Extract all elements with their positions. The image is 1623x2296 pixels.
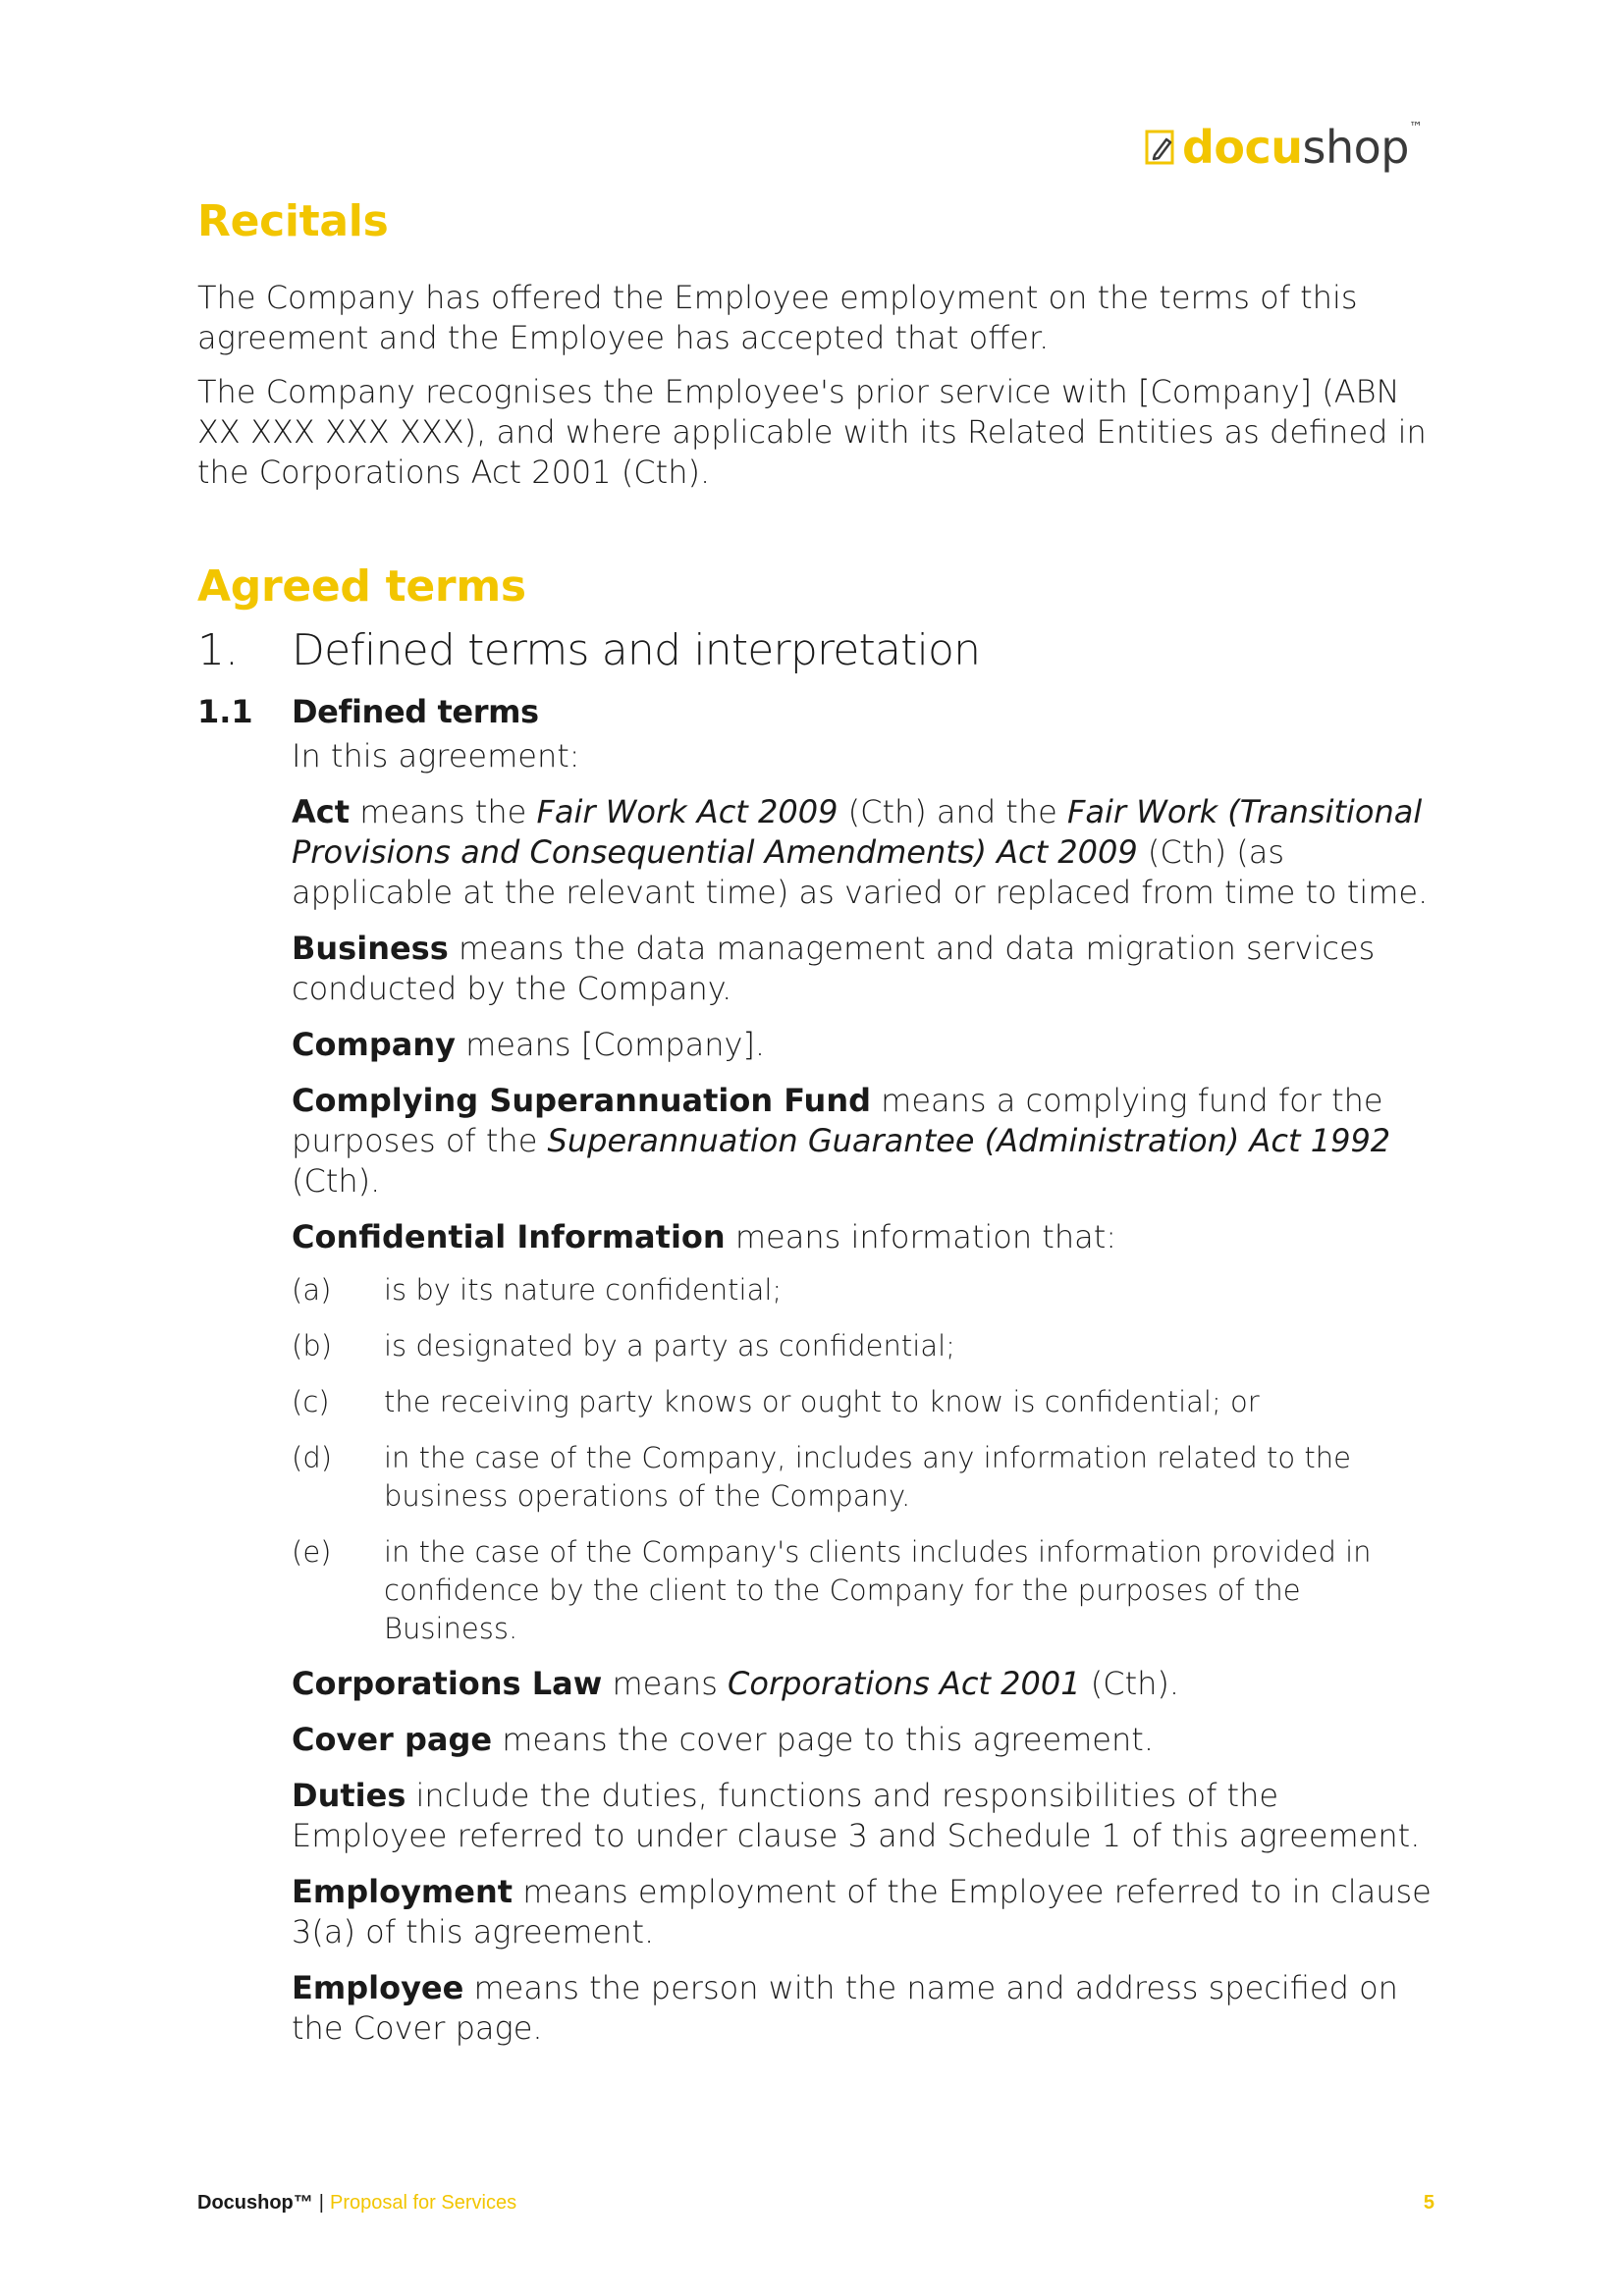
- definition-text: means a complying fund for the purposes of the: [292, 1081, 1383, 1159]
- page-footer: [197, 2192, 1434, 2215]
- definition-company: [292, 1025, 1440, 1065]
- definition-text: means information that:: [725, 1217, 1117, 1255]
- definition-employment: [292, 1872, 1440, 1952]
- definition-cover-page: [292, 1720, 1440, 1760]
- clause-1-1-heading: [197, 693, 1444, 730]
- term-employment: Employment: [292, 1872, 514, 1910]
- definition-text: means the cover page to this agreement.: [492, 1720, 1154, 1758]
- definition-text: (Cth) and the: [838, 792, 1067, 830]
- term-business: Business: [292, 929, 449, 967]
- recitals-heading: Recitals: [197, 196, 389, 246]
- clause-1-number: 1.: [197, 624, 239, 675]
- definition-act: [292, 792, 1440, 913]
- list-item-text: is by its nature confidential;: [384, 1272, 783, 1307]
- recital-paragraph-1: The Company has offered the Employee employment on the terms of this agreement and the Employee has accepted that offer.: [197, 278, 1358, 356]
- definition-employee: [292, 1968, 1440, 2049]
- list-item: [292, 1383, 1440, 1421]
- definition-text: include the duties, functions and responsibilities of the Employee referred to under clause 3 and Schedule 1 of this agreement.: [292, 1776, 1421, 1854]
- term-duties: Duties: [292, 1776, 406, 1814]
- statute-title: Fair Work Act 2009: [536, 792, 839, 830]
- list-item-label: (c): [292, 1384, 330, 1418]
- list-item-text: in the case of the Company, includes any information related to the business operations of the Company.: [384, 1440, 1351, 1513]
- list-item-label: (a): [292, 1272, 332, 1307]
- term-complying-superannuation-fund: Complying Superannuation Fund: [292, 1081, 871, 1119]
- statute-title: Corporations Act 2001: [728, 1664, 1081, 1702]
- term-confidential-information: Confidential Information: [292, 1217, 726, 1255]
- list-item: [292, 1439, 1440, 1516]
- clause-1-1-title: Defined terms: [292, 692, 539, 730]
- footer-brand: Docushop™: [197, 2192, 313, 2214]
- clause-1-heading: [197, 625, 1444, 675]
- logo-wordmark: docushop™: [1182, 120, 1423, 174]
- list-item: [292, 1271, 1440, 1309]
- definition-text: means [Company].: [455, 1025, 766, 1063]
- main-content: [197, 196, 1444, 2049]
- statute-title: Superannuation Guarantee (Administration) Act 1992: [547, 1121, 1391, 1159]
- term-employee: Employee: [292, 1968, 464, 2006]
- footer-subtitle: Proposal for Services: [329, 2192, 517, 2214]
- definitions-intro: In this agreement:: [292, 736, 580, 774]
- definition-duties: [292, 1776, 1440, 1856]
- docushop-logo: [1145, 118, 1423, 177]
- definition-business: [292, 929, 1440, 1009]
- agreed-terms-heading: Agreed terms: [197, 561, 526, 612]
- footer-separator: |: [318, 2192, 324, 2214]
- definition-complying-superannuation-fund: [292, 1081, 1440, 1201]
- definition-text: (Cth).: [292, 1161, 381, 1200]
- list-item-text: is designated by a party as confidential;: [384, 1328, 955, 1362]
- clause-1-1-number: 1.1: [197, 692, 253, 730]
- term-company: Company: [292, 1025, 456, 1063]
- list-item-label: (e): [292, 1534, 332, 1569]
- list-item-label: (d): [292, 1440, 333, 1474]
- definition-text: means the: [350, 792, 537, 830]
- definition-confidential-information: [292, 1217, 1440, 1257]
- list-item: [292, 1533, 1440, 1648]
- definition-text: means the data management and data migration services conducted by the Company.: [292, 929, 1376, 1007]
- definition-text: (Cth).: [1080, 1664, 1180, 1702]
- definition-text: means the person with the name and address specified on the Cover page.: [292, 1968, 1398, 2047]
- document-pen-icon: [1145, 128, 1176, 167]
- page-number: 5: [1423, 2192, 1434, 2214]
- term-cover-page: Cover page: [292, 1720, 493, 1758]
- definition-text: means employment of the Employee referred to in clause 3(a) of this agreement.: [292, 1872, 1432, 1950]
- definitions-block: [292, 736, 1440, 2049]
- recital-paragraph-2: The Company recognises the Employee's prior service with [Company] (ABN XX XXX XXX XXX), and where applicable with its Related Entities as defined in the Corporations Act 2001 (Cth).: [197, 372, 1427, 491]
- list-item-text: in the case of the Company's clients includes information provided in confidence by the client to the Company for the purposes of the Business.: [384, 1534, 1372, 1645]
- term-act: Act: [292, 792, 351, 830]
- definition-corporations-law: [292, 1664, 1440, 1704]
- list-item: [292, 1327, 1440, 1365]
- clause-1-title: Defined terms and interpretation: [292, 624, 981, 675]
- confidential-information-list: [292, 1271, 1440, 1648]
- statute-title: Fair Work (Transitional Provisions and Consequential Amendments) Act 2009: [292, 792, 1423, 871]
- definition-text: means: [602, 1664, 729, 1702]
- definition-text: (Cth) (as applicable at the relevant time) as varied or replaced from time to time.: [292, 832, 1429, 911]
- list-item-text: the receiving party knows or ought to know is confidential; or: [384, 1384, 1260, 1418]
- term-corporations-law: Corporations Law: [292, 1664, 603, 1702]
- list-item-label: (b): [292, 1328, 333, 1362]
